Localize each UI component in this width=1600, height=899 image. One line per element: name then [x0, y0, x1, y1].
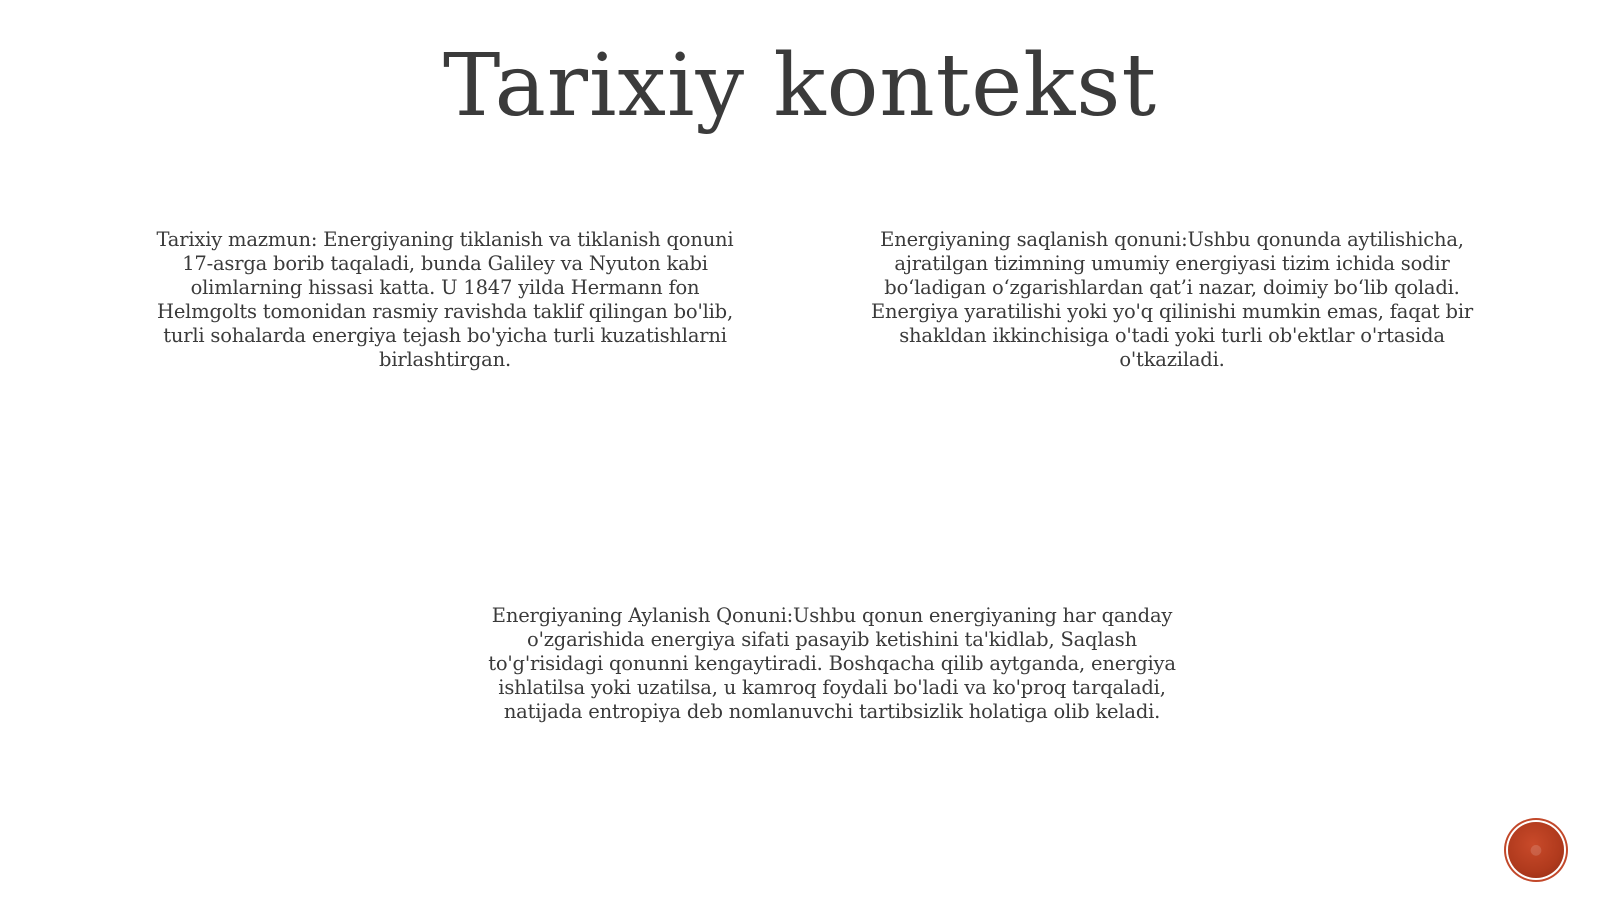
- slide-title: Tarixiy kontekst: [442, 36, 1158, 136]
- text-block-rotation-law: Energiyaning Aylanish Qonuni:Ushbu qonun energiyaning har qanday o'zgarishida energiya sifati pasayib ketishini ta'kidlab, Saqlash to'g'risidagi qonunni kengaytiradi. Boshqacha qilib aytganda, energiya ishlatilsa yoki uzatilsa, u kamroq foydali bo'ladi va ko'proq tarqaladi, natijada entropiya deb nomlanuvchi tartibsizlik holatiga olib keladi.: [488, 604, 1176, 723]
- text-block-conservation-law: Energiyaning saqlanish qonuni:Ushbu qonunda aytilishicha, ajratilgan tizimning umumiy energiyasi tizim ichida sodir bo‘ladigan o‘zgarishlardan qat’i nazar, doimiy bo‘lib qoladi. Energiya yaratilishi yoki yo'q qilinishi mumkin emas, faqat bir shakldan ikkinchisiga o'tadi yoki turli ob'ektlar o'rtasida o'tkaziladi.: [871, 228, 1473, 371]
- text-block-historical-context: Tarixiy mazmun: Energiyaning tiklanish va tiklanish qonuni 17-asrga borib taqaladi, bunda Galiley va Nyuton kabi olimlarning hissasi katta. U 1847 yilda Hermann fon Helmgolts tomonidan rasmiy ravishda taklif qilingan bo'lib, turli sohalarda energiya tejash bo'yicha turli kuzatishlarni birlashtirgan.: [156, 228, 734, 371]
- circle-nav-button-icon: ●: [1529, 842, 1543, 858]
- circle-nav-button[interactable]: [1508, 822, 1564, 878]
